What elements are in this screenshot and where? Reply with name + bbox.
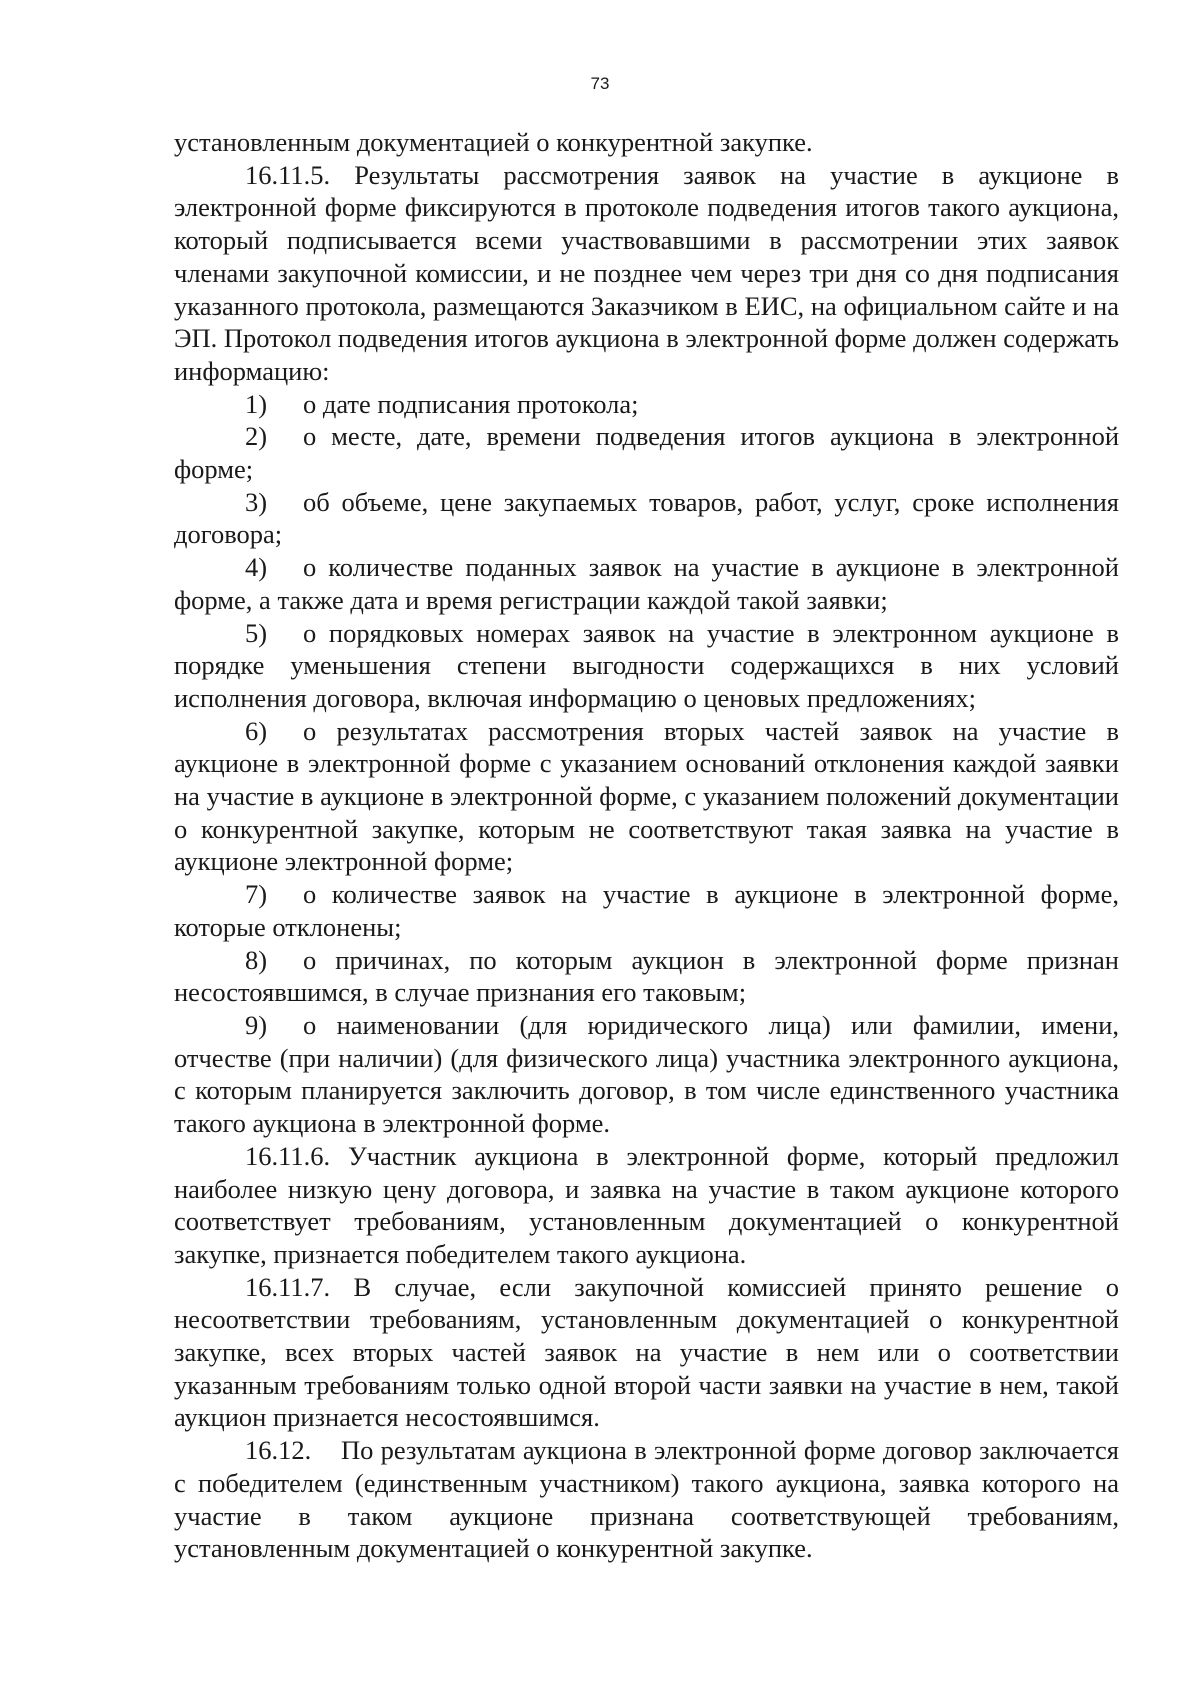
list-item-3 bbox=[174, 486, 1119, 551]
list-item-number: 4) bbox=[245, 552, 268, 583]
list-item-text: о причинах, по которым аукцион в электронной форме признан несостоявшимся, в случае признания его таковым; bbox=[174, 944, 1119, 1008]
list-item-5 bbox=[174, 617, 1119, 715]
list-item-9 bbox=[174, 1009, 1119, 1140]
paragraph-number: 16.12. bbox=[245, 1435, 312, 1466]
paragraph-number: 16.11.6. bbox=[245, 1140, 331, 1171]
list-item-text: о наименовании (для юридического лица) или фамилии, имени, отчестве (при наличии) (для физического лица) участника электронного аукциона, с которым планируется заключить договор, в том числе единственного участника такого аукциона в электронной форме. bbox=[174, 1009, 1119, 1139]
list-item-4 bbox=[174, 551, 1119, 616]
list-item-number: 5) bbox=[245, 617, 268, 648]
list-item-2 bbox=[174, 420, 1119, 485]
list-item-text: о дате подписания протокола; bbox=[303, 388, 639, 419]
list-item-number: 7) bbox=[245, 879, 268, 910]
list-item-number: 2) bbox=[245, 421, 268, 452]
page-number: 73 bbox=[590, 74, 610, 93]
list-item-text: о месте, дате, времени подведения итогов аукциона в электронной форме; bbox=[174, 421, 1119, 485]
list-item-number: 8) bbox=[245, 944, 268, 975]
paragraph-16-11-6 bbox=[174, 1140, 1119, 1271]
paragraph-16-12 bbox=[174, 1434, 1119, 1565]
list-item-number: 1) bbox=[245, 388, 268, 419]
paragraph-number: 16.11.7. bbox=[245, 1271, 331, 1302]
list-item-text: о количестве заявок на участие в аукционе в электронной форме, которые отклонены; bbox=[174, 879, 1119, 942]
list-item-text: о порядковых номерах заявок на участие в электронном аукционе в порядке уменьшения степени выгодности содержащихся в них условий исполнения договора, включая информацию о ценовых предложениях; bbox=[174, 617, 1119, 713]
list-item-8 bbox=[174, 944, 1119, 1009]
document-body bbox=[174, 126, 1119, 1565]
list-item-number: 9) bbox=[245, 1009, 268, 1040]
list-item-number: 3) bbox=[245, 486, 268, 517]
paragraph-text: В случае, если закупочной комиссией принято решение о несоответствии требованиям, установленным документацией о конкурентной закупке, всех вторых частей заявок на участие в нем или о соответствии указанным требованиям только одной второй части заявки на участие в нем, такой аукцион признается несостоявшимся. bbox=[174, 1271, 1120, 1433]
list-item-text: о количестве поданных заявок на участие в аукционе в электронной форме, а также дата и время регистрации каждой такой заявки; bbox=[174, 552, 1119, 615]
list-item-7 bbox=[174, 878, 1119, 943]
list-item-text: о результатах рассмотрения вторых частей заявок на участие в аукционе в электронной форме с указанием оснований отклонения каждой заявки на участие в аукционе в электронной форме, с указанием положений документации о конкурентной закупке, которым не соответствуют такая заявка на участие в аукционе электронной форме; bbox=[174, 715, 1119, 877]
paragraph-text: Результаты рассмотрения заявок на участие в аукционе в электронной форме фиксируются в протоколе подведения итогов такого аукциона, который подписывается всеми участвовавшими в рассмотрении этих заявок членами закупочной комиссии, и не позднее чем через три дня со дня подписания указанного протокола, размещаются Заказчиком в ЕИС, на официальном сайте и на ЭП. Протокол подведения итогов аукциона в электронной форме должен содержать информацию: bbox=[174, 159, 1119, 386]
paragraph-number: 16.11.5. bbox=[245, 159, 331, 190]
paragraph-text: Участник аукциона в электронной форме, который предложил наиболее низкую цену договора, и заявка на участие в таком аукционе которого соответствует требованиям, установленным документацией о конкурентной закупке, признается победителем такого аукциона. bbox=[174, 1140, 1119, 1269]
paragraph-16-11-5 bbox=[174, 159, 1119, 388]
list-item-6 bbox=[174, 715, 1119, 879]
paragraph-text: По результатам аукциона в электронной форме договор заключается с победителем (единственным участником) такого аукциона, заявка которого на участие в таком аукционе признана соответствующей требованиям, установленным документацией о конкурентной закупке. bbox=[174, 1435, 1119, 1564]
paragraph-16-11-7 bbox=[174, 1271, 1119, 1435]
lead-line: установленным документацией о конкурентной закупке. bbox=[174, 127, 813, 157]
list-item-1 bbox=[174, 388, 1119, 421]
list-item-number: 6) bbox=[245, 715, 268, 746]
list-item-text: об объеме, цене закупаемых товаров, работ, услуг, сроке исполнения договора; bbox=[174, 486, 1119, 550]
